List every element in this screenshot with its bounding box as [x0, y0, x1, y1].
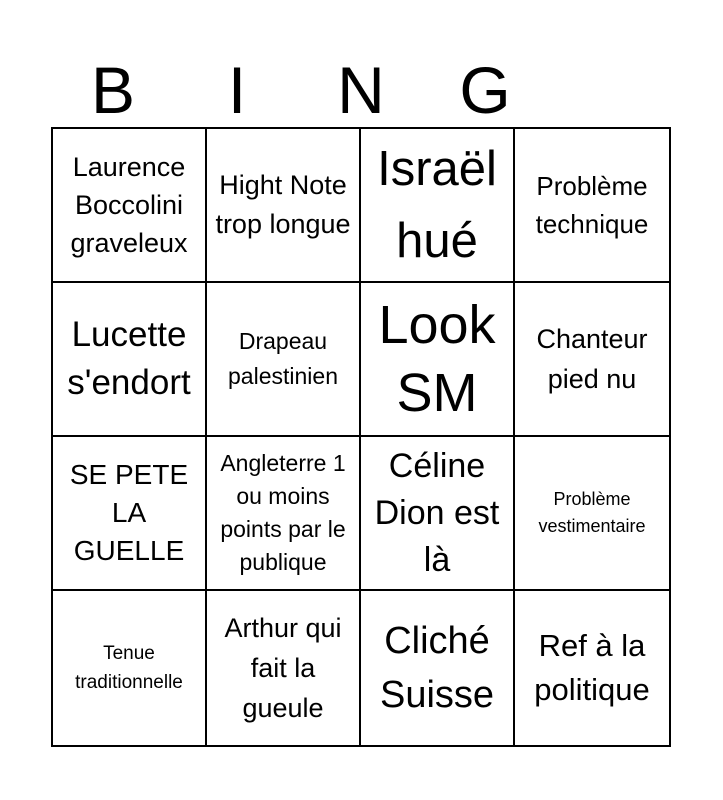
header-letter-b: B	[90, 53, 136, 127]
bingo-cell[interactable]	[515, 591, 669, 745]
bingo-cell[interactable]	[361, 129, 515, 283]
cell-text: Hight Note trop longue	[215, 170, 351, 239]
header-letter-n: N	[337, 53, 385, 127]
cell-text: Laurence Boccolini graveleux	[70, 152, 188, 258]
cell-text: Problème vestimentaire	[538, 489, 646, 536]
bingo-cell[interactable]	[53, 437, 207, 591]
header-letter-g: G	[459, 53, 511, 127]
cell-text: Drapeau palestinien	[228, 328, 338, 389]
cell-text: Tenue traditionnelle	[75, 643, 183, 693]
bingo-cell[interactable]	[515, 437, 669, 591]
bingo-cell[interactable]	[53, 129, 207, 283]
header-letter-i: I	[227, 53, 247, 127]
bingo-cell[interactable]	[207, 129, 361, 283]
bingo-board	[51, 127, 671, 747]
cell-text: Lucette s'endort	[67, 315, 191, 402]
cell-text: Israël hué	[377, 142, 497, 268]
bingo-cell[interactable]	[361, 437, 515, 591]
cell-text: Arthur qui fait la gueule	[224, 613, 342, 723]
bingo-cell[interactable]	[53, 283, 207, 437]
cell-text: Problème technique	[535, 171, 649, 239]
bingo-cell[interactable]	[361, 283, 515, 437]
bingo-cell[interactable]	[515, 129, 669, 283]
cell-text: SE PETE LA GUELLE	[69, 459, 189, 566]
bingo-cell[interactable]	[207, 283, 361, 437]
cell-text: Angleterre 1 ou moins points par le publique	[220, 450, 346, 575]
cell-text: Ref à la politique	[534, 628, 650, 707]
bingo-cell[interactable]	[207, 437, 361, 591]
bingo-header	[51, 52, 671, 128]
cell-text: Chanteur pied nu	[536, 324, 648, 394]
bingo-cell[interactable]	[53, 591, 207, 745]
cell-text: Look SM	[378, 295, 496, 423]
cell-text: Cliché Suisse	[379, 620, 495, 716]
bingo-cell[interactable]	[361, 591, 515, 745]
bingo-cell[interactable]	[207, 591, 361, 745]
bingo-cell[interactable]	[515, 283, 669, 437]
cell-text: Céline Dion est là	[374, 446, 500, 579]
